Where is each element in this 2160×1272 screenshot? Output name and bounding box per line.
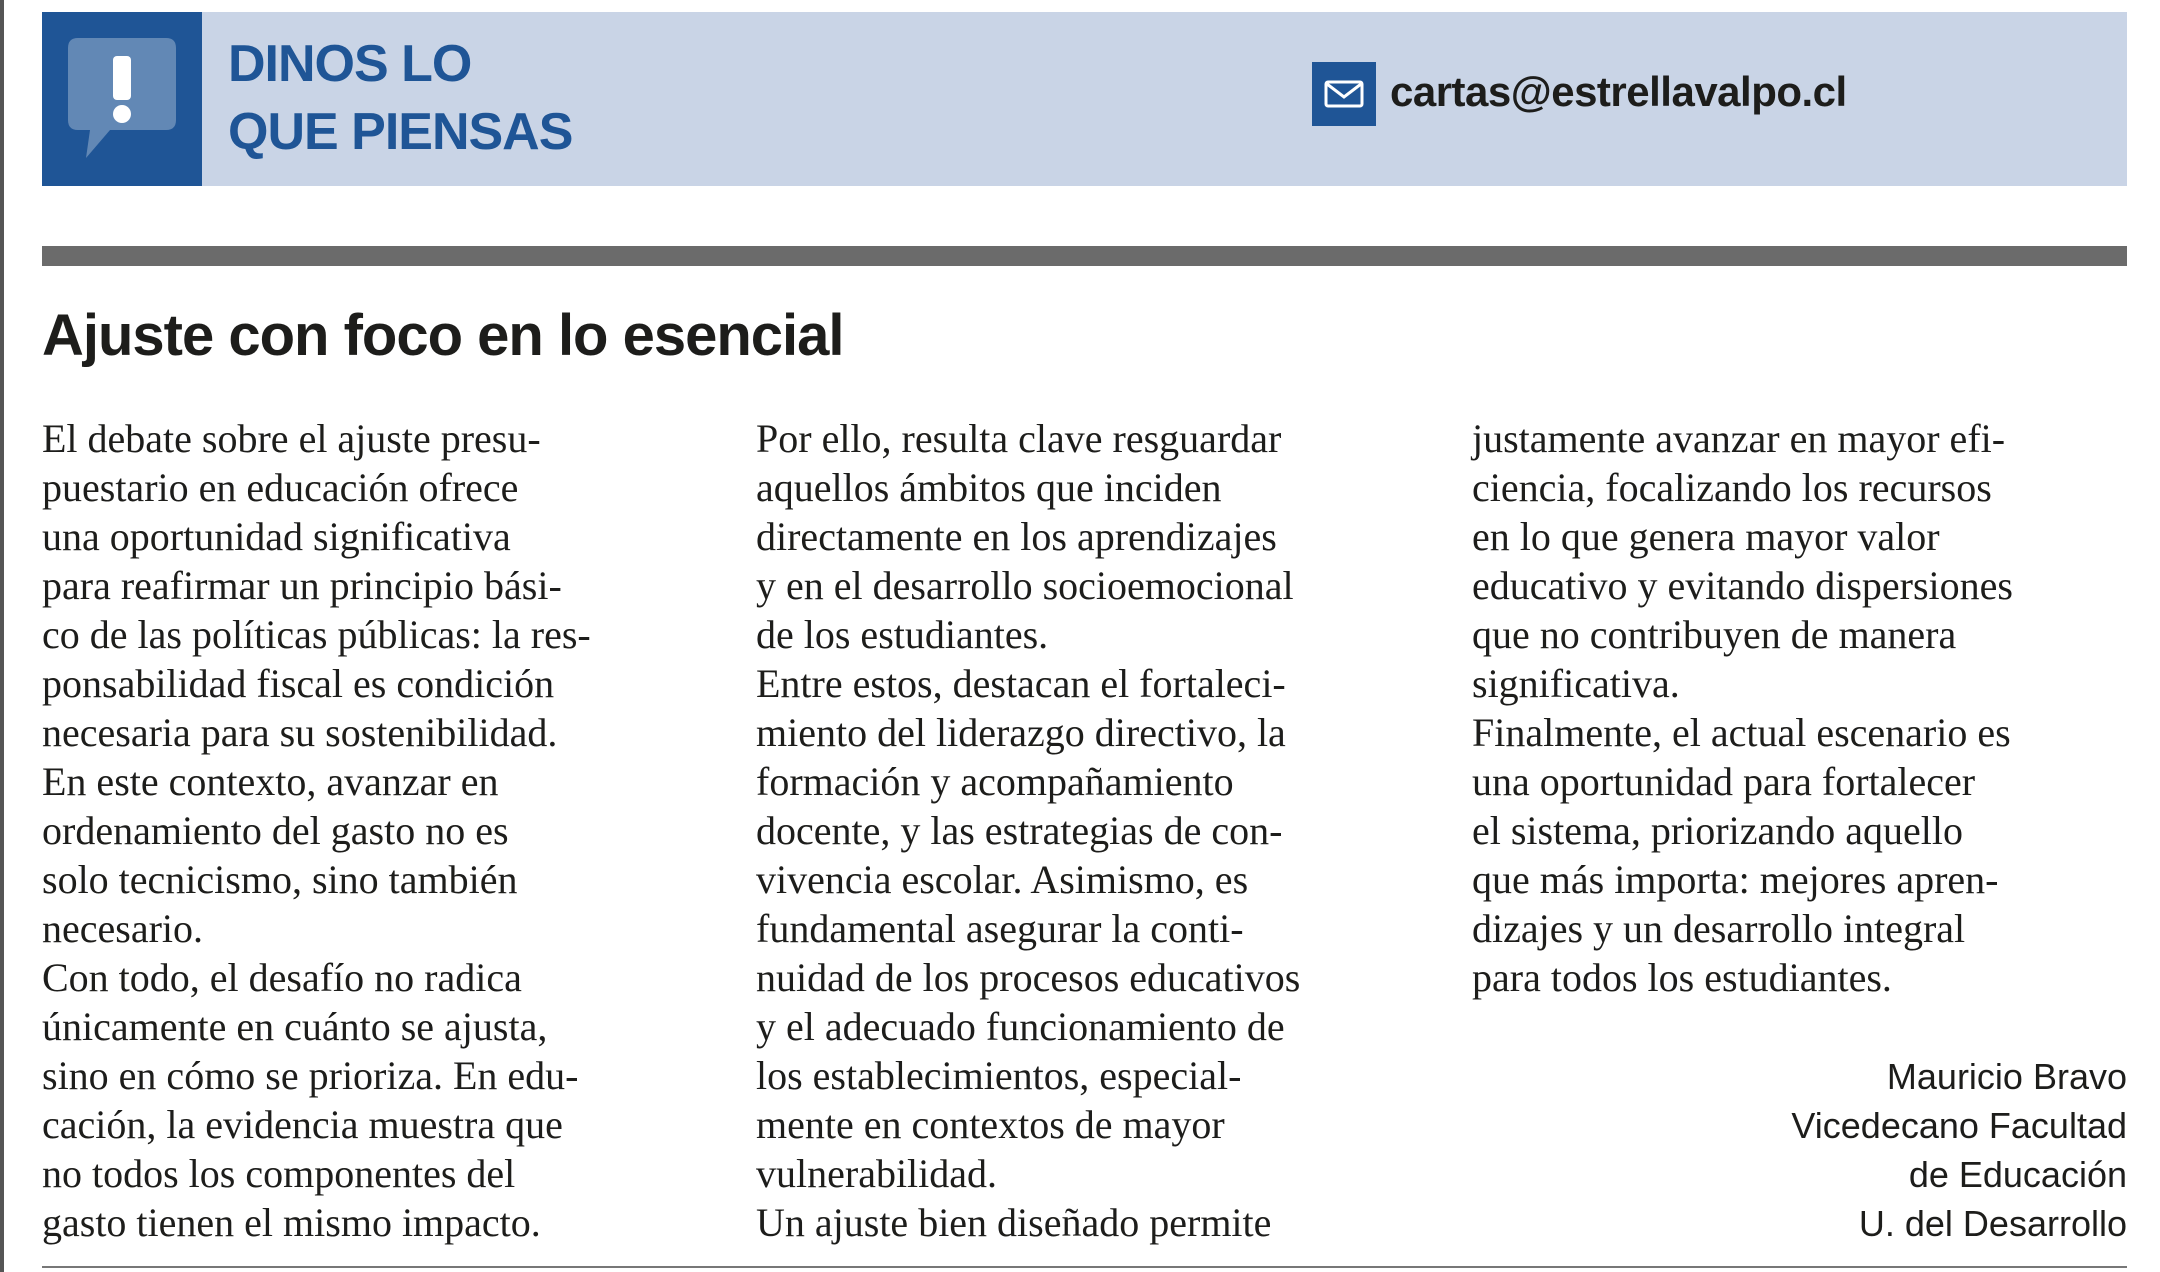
article-column-2 xyxy=(756,414,1300,1247)
text-line: en lo que genera mayor valor xyxy=(1472,514,1940,559)
section-icon-box xyxy=(42,12,202,186)
text-line: únicamente en cuánto se ajusta, xyxy=(42,1004,548,1049)
mail-icon xyxy=(1312,62,1376,126)
text-line: docente, y las estrategias de con- xyxy=(756,808,1283,853)
text-line: no todos los componentes del xyxy=(42,1151,516,1196)
text-line: Por ello, resulta clave resguardar xyxy=(756,416,1282,461)
text-line: mente en contextos de mayor xyxy=(756,1102,1225,1147)
text-line: sino en cómo se prioriza. En edu- xyxy=(42,1053,579,1098)
article-column-1 xyxy=(42,414,591,1247)
text-line: co de las políticas públicas: la res- xyxy=(42,612,591,657)
article-headline: Ajuste con foco en lo esencial xyxy=(42,303,844,368)
text-line: y en el desarrollo socioemocional xyxy=(756,563,1294,608)
text-line: cación, la evidencia muestra que xyxy=(42,1102,563,1147)
author-role-1: Vicedecano Facultad xyxy=(1791,1105,2127,1146)
text-line: que no contribuyen de manera xyxy=(1472,612,1957,657)
text-line: significativa. xyxy=(1472,661,1680,706)
text-line: justamente avanzar en mayor efi- xyxy=(1472,416,2006,461)
text-line: y el adecuado funcionamiento de xyxy=(756,1004,1285,1049)
text-line: puestario en educación ofrece xyxy=(42,465,519,510)
text-line: El debate sobre el ajuste presu- xyxy=(42,416,541,461)
text-line: fundamental asegurar la conti- xyxy=(756,906,1244,951)
text-line: Entre estos, destacan el fortaleci- xyxy=(756,661,1286,706)
page-bottom-rule xyxy=(42,1266,2127,1268)
author-institution: U. del Desarrollo xyxy=(1858,1203,2127,1244)
text-line: solo tecnicismo, sino también xyxy=(42,857,518,902)
text-line: nuidad de los procesos educativos xyxy=(756,955,1301,1000)
text-line: necesario. xyxy=(42,906,204,951)
author-signature xyxy=(1791,1052,2127,1248)
article-column-3 xyxy=(1472,414,2013,1002)
author-name: Mauricio Bravo xyxy=(1886,1056,2127,1097)
section-divider xyxy=(42,246,2127,266)
text-line: vulnerabilidad. xyxy=(756,1151,998,1196)
text-line: necesaria para su sostenibilidad. xyxy=(42,710,558,755)
text-line: el sistema, priorizando aquello xyxy=(1472,808,1963,853)
text-line: Con todo, el desafío no radica xyxy=(42,955,522,1000)
text-line: miento del liderazgo directivo, la xyxy=(756,710,1286,755)
section-title-line-1: DINOS LO xyxy=(228,35,472,93)
text-line: educativo y evitando dispersiones xyxy=(1472,563,2013,608)
text-line: para todos los estudiantes. xyxy=(1472,955,1892,1000)
text-line: Finalmente, el actual escenario es xyxy=(1472,710,2011,755)
section-title-line-2: QUE PIENSAS xyxy=(228,103,573,161)
text-line: una oportunidad significativa xyxy=(42,514,511,559)
exclamation-speech-icon xyxy=(64,34,180,164)
text-line: formación y acompañamiento xyxy=(756,759,1234,804)
text-line: los establecimientos, especial- xyxy=(756,1053,1242,1098)
text-line: una oportunidad para fortalecer xyxy=(1472,759,1976,804)
text-line: ciencia, focalizando los recursos xyxy=(1472,465,1992,510)
page-left-rule xyxy=(0,0,4,1272)
text-line: aquellos ámbitos que inciden xyxy=(756,465,1222,510)
text-line: gasto tienen el mismo impacto. xyxy=(42,1200,541,1245)
text-line: ordenamiento del gasto no es xyxy=(42,808,509,853)
text-line: directamente en los aprendizajes xyxy=(756,514,1277,559)
text-line: para reafirmar un principio bási- xyxy=(42,563,562,608)
text-line: de los estudiantes. xyxy=(756,612,1049,657)
contact-email[interactable]: cartas@estrellavalpo.cl xyxy=(1390,68,1847,115)
text-line: dizajes y un desarrollo integral xyxy=(1472,906,1966,951)
text-line: que más importa: mejores apren- xyxy=(1472,857,1999,902)
text-line: ponsabilidad fiscal es condición xyxy=(42,661,555,706)
text-line: vivencia escolar. Asimismo, es xyxy=(756,857,1249,902)
text-line: Un ajuste bien diseñado permite xyxy=(756,1200,1272,1245)
text-line: En este contexto, avanzar en xyxy=(42,759,499,804)
section-title xyxy=(228,30,628,166)
author-role-2: de Educación xyxy=(1908,1154,2127,1195)
